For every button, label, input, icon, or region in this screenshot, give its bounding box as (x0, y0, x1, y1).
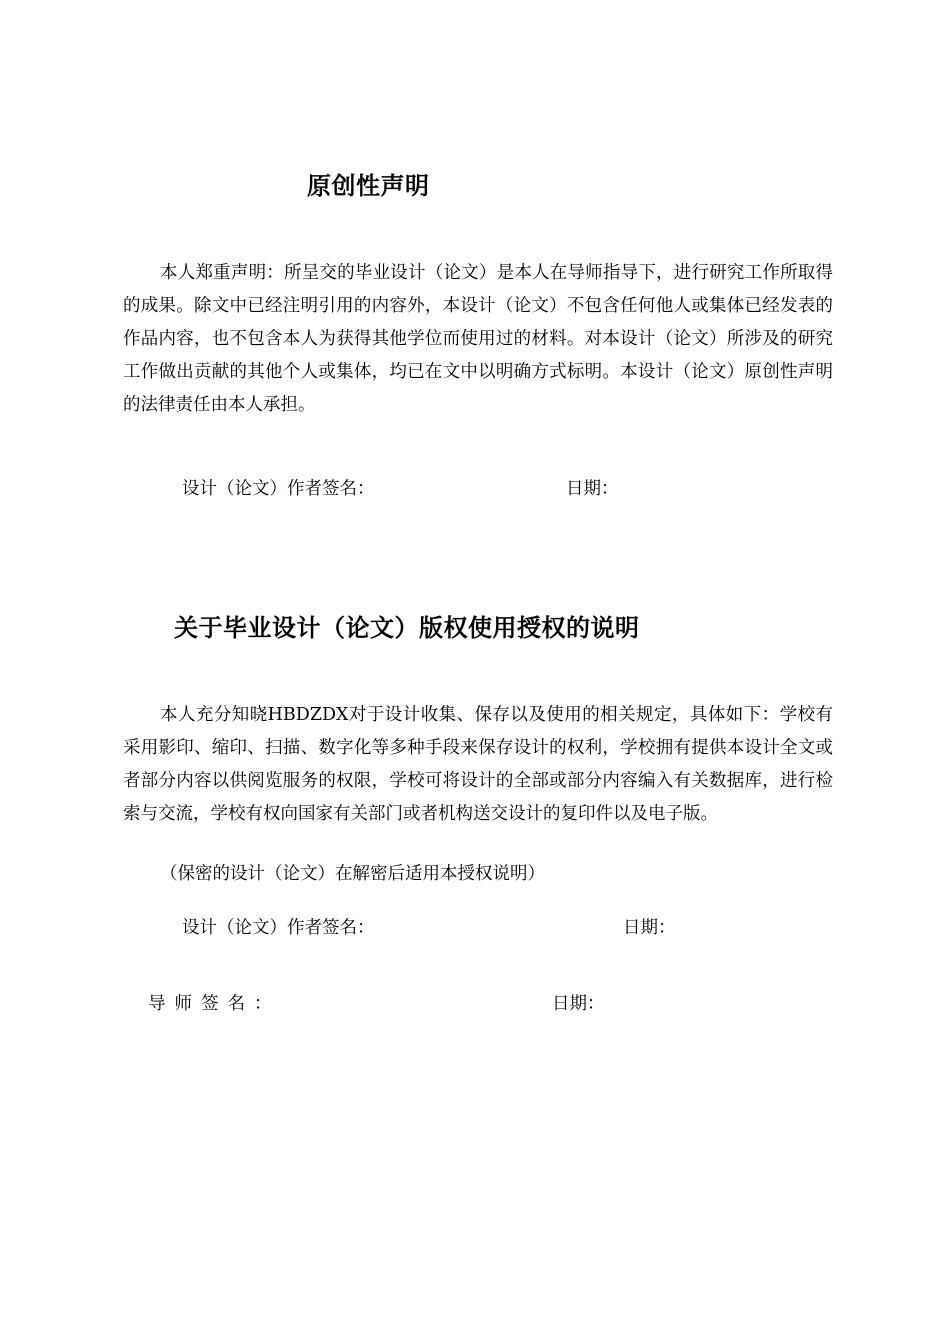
advisor-date-label: 日期： (552, 994, 605, 1014)
authorization-title: 关于毕业设计（论文）版权使用授权的说明 (174, 614, 640, 642)
authorization-body: 本人充分知晓HBDZDX对于设计收集、保存以及使用的相关规定，具体如下：学校有采用影印、缩印、扫描、数字化等多种手段来保存设计的权利，学校拥有提供本设计全文或者部分内容以供阅览服务的权限，学校可将设计的全部或部分内容编入有关数据库，进行检索与交流，学校有权向国家有关部门或者机构送交设计的复印件以及电子版。 (123, 705, 833, 824)
declaration-author-signature-label: 设计（论文）作者签名： (182, 479, 375, 499)
authorization-note: （保密的设计（论文）在解密后适用本授权说明） (160, 864, 545, 884)
authorization-author-signature-label: 设计（论文）作者签名： (182, 918, 375, 938)
declaration-body: 本人郑重声明：所呈交的毕业设计（论文）是本人在导师指导下，进行研究工作所取得的成果。除文中已经注明引用的内容外，本设计（论文）不包含任何他人或集体已经发表的作品内容，也不包含本人为获得其他学位而使用过的材料。对本设计（论文）所涉及的研究工作做出贡献的其他个人或集体，均已在文中以明确方式标明。本设计（论文）原创性声明的法律责任由本人承担。 (123, 263, 833, 415)
declaration-title: 原创性声明 (307, 172, 430, 200)
advisor-signature-label: 导师签名： (148, 994, 281, 1014)
declaration-date-label: 日期： (566, 479, 619, 499)
authorization-author-date-label: 日期： (623, 918, 676, 938)
